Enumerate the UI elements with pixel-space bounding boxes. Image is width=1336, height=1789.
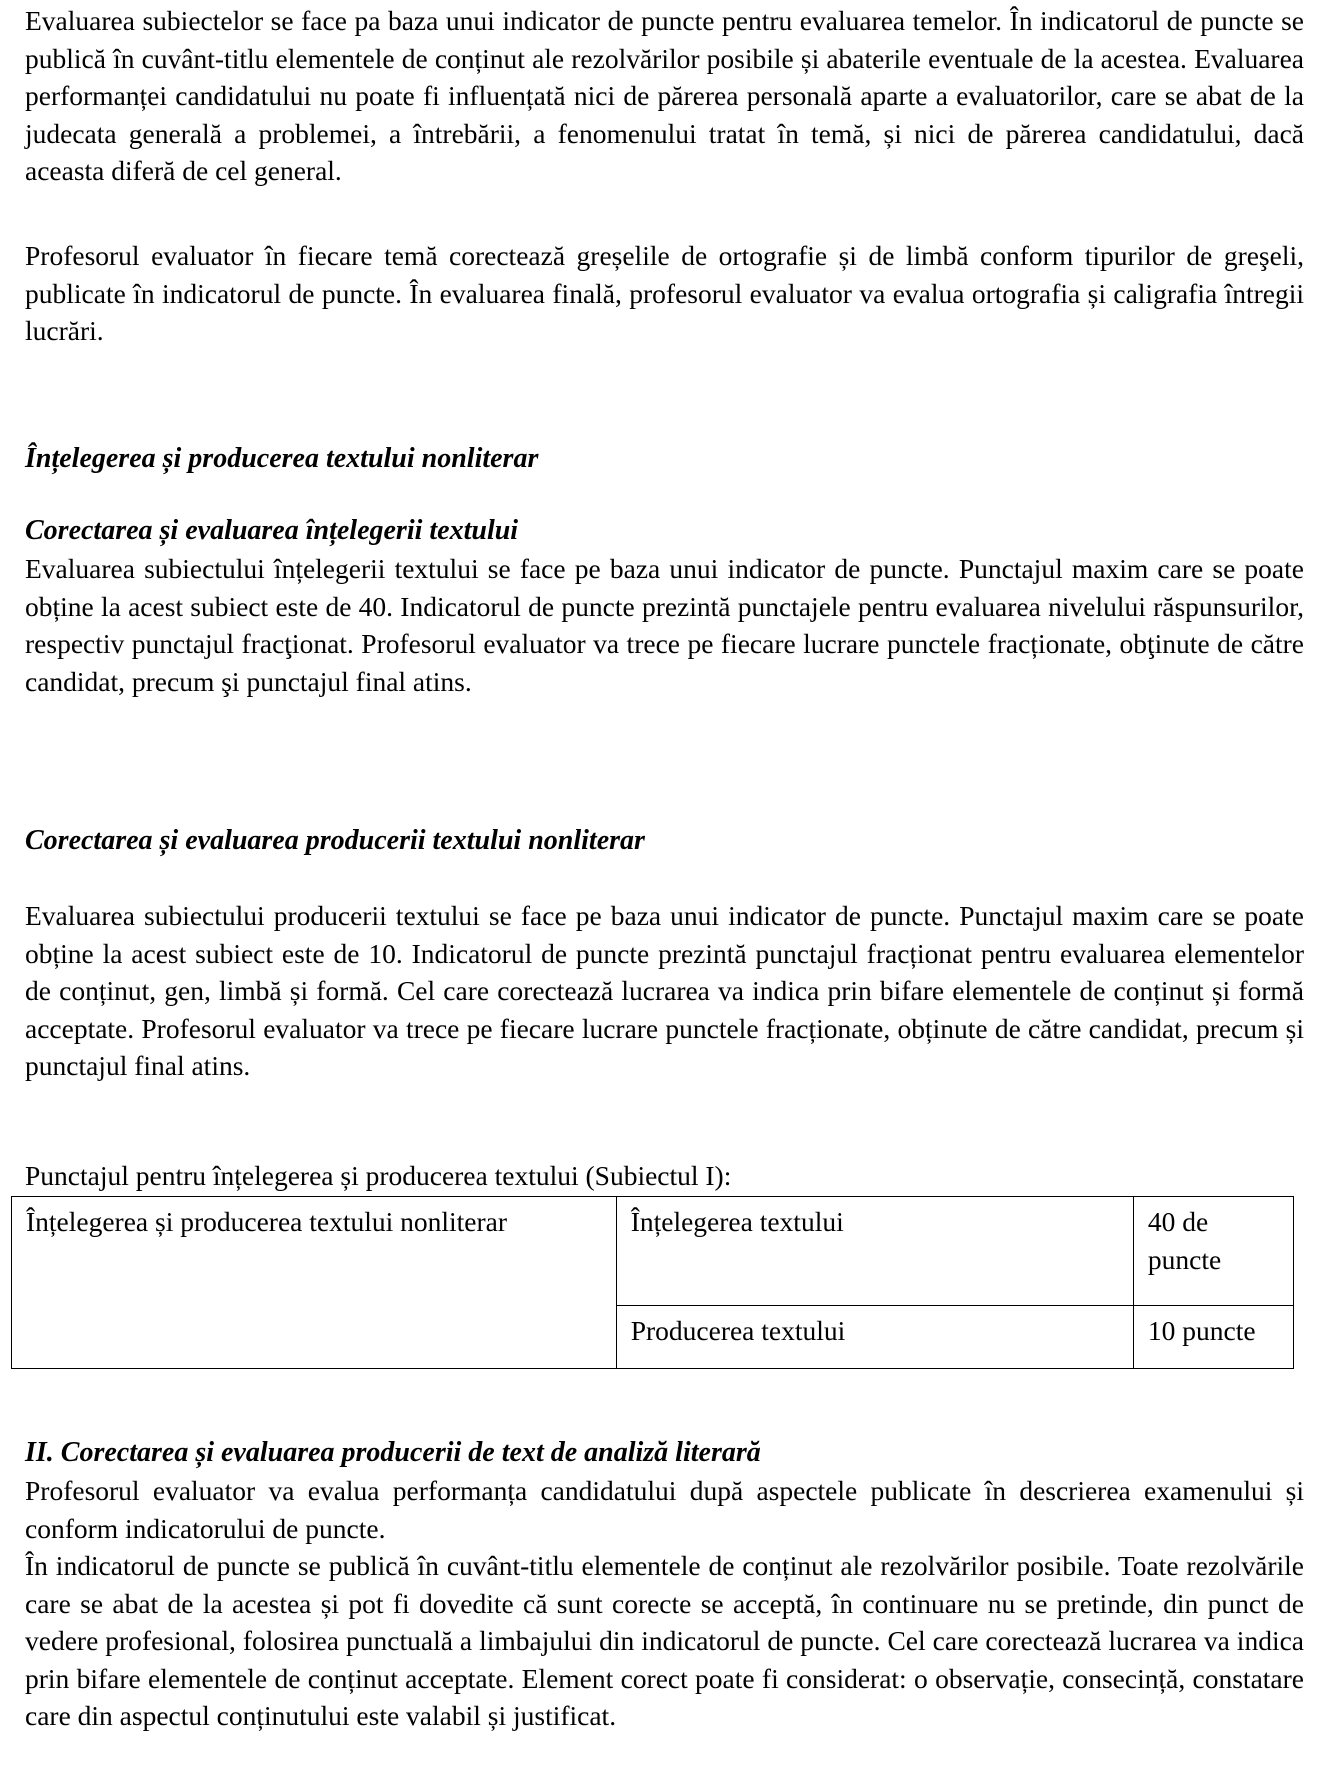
subheading-production: Corectarea și evaluarea producerii textului nonliterar	[25, 825, 645, 856]
section-heading-literary: II. Corectarea și evaluarea producerii de text de analiză literară	[25, 1437, 761, 1468]
score-table	[11, 1196, 1294, 1369]
table-cell-category: Înțelegerea și producerea textului nonliterar	[12, 1197, 617, 1369]
table-cell-points: 10 puncte	[1133, 1306, 1293, 1369]
literary-paragraph-2: În indicatorul de puncte se publică în cuvânt-titlu elementele de conținut ale rezolvărilor posibile. Toate rezolvările care se abat de la acestea și pot fi dovedite că sunt corecte se acceptă, în continuare nu se pretinde, din punct de vedere profesional, folosirea punctuală a limbajului din indicatorul de puncte. Cel care corectează lucrarea va indica prin bifare elementele de conținut acceptate. Element corect poate fi considerat: o observație, consecință, constatare care din aspectul conținutului este valabil și justificat.	[25, 1550, 1304, 1731]
table-cell-item: Înțelegerea textului	[616, 1197, 1133, 1306]
table-row	[12, 1197, 1294, 1306]
table-cell-points: 40 de puncte	[1133, 1197, 1293, 1306]
intro-paragraph-2: Profesorul evaluator în fiecare temă corectează greșelile de ortografie și de limbă conform tipurilor de greşeli, publicate în indicatorul de puncte. În evaluarea finală, profesorul evaluator va evalua ortografia și caligrafia întregii lucrări.	[25, 240, 1304, 346]
table-cell-item: Producerea textului	[616, 1306, 1133, 1369]
table-caption: Punctajul pentru înțelegerea și producerea textului (Subiectul I):	[25, 1160, 732, 1191]
comprehension-paragraph: Evaluarea subiectului înțelegerii textului se face pe baza unui indicator de puncte. Punctajul maxim care se poate obține la acest subiect este de 40. Indicatorul de puncte prezintă punctajele pentru evaluarea nivelului răspunsurilor, respectiv punctajul fracţionat. Profesorul evaluator va trece pe fiecare lucrare punctele fracționate, obţinute de către candidat, precum şi punctajul final atins.	[25, 553, 1304, 697]
production-paragraph: Evaluarea subiectului producerii textului se face pe baza unui indicator de puncte. Punctajul maxim care se poate obține la acest subiect este de 10. Indicatorul de puncte prezintă punctajul fracționat pentru evaluarea elementelor de conținut, gen, limbă și formă. Cel care corectează lucrarea va indica prin bifare elementele de conținut și formă acceptate. Profesorul evaluator va trece pe fiecare lucrare punctele fracționate, obținute de către candidat, precum și punctajul final atins.	[25, 900, 1304, 1081]
intro-paragraph-1: Evaluarea subiectelor se face pa baza unui indicator de puncte pentru evaluarea temelor. În indicatorul de puncte se publică în cuvânt-titlu elementele de conținut ale rezolvărilor posibile și abaterile eventuale de la acestea. Evaluarea performanței candidatului nu poate fi influențată nici de părerea personală aparte a evaluatorilor, care se abat de la judecata generală a problemei, a întrebării, a fenomenului tratat în temă, și nici de părerea candidatului, dacă aceasta diferă de cel general.	[25, 5, 1304, 186]
subheading-comprehension: Corectarea și evaluarea înțelegerii textului	[25, 515, 519, 546]
literary-paragraph-1: Profesorul evaluator va evalua performanța candidatului după aspectele publicate în descrierea examenului și conform indicatorului de puncte.	[25, 1475, 1304, 1544]
section-heading-nonliterary: Înțelegerea și producerea textului nonliterar	[25, 443, 539, 474]
